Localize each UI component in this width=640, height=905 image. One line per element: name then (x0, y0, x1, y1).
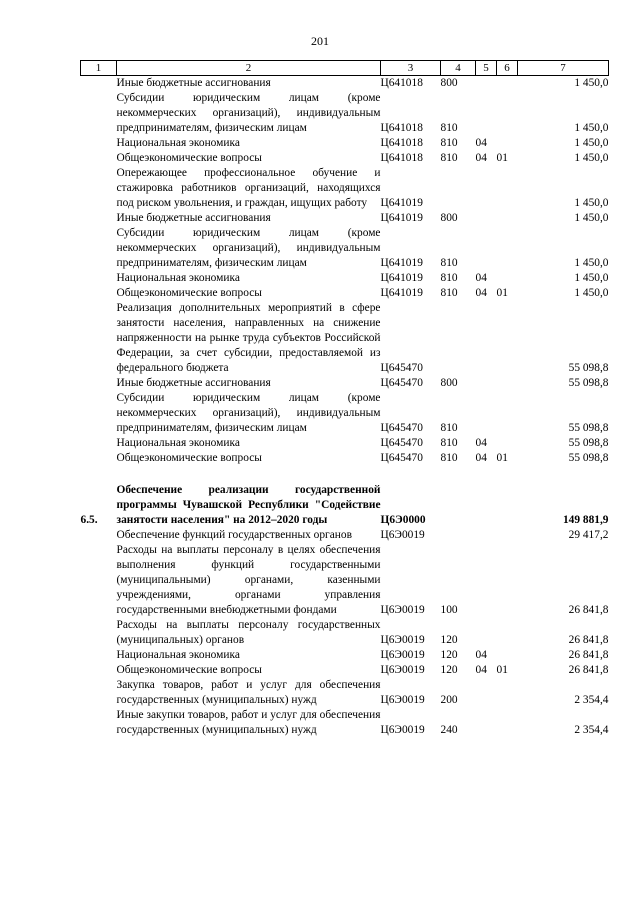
section (476, 543, 497, 618)
row-number (81, 391, 117, 436)
table-row (81, 391, 609, 436)
target-code: Ц641018 (380, 122, 423, 134)
subsection (497, 226, 518, 271)
section: 04 (475, 649, 487, 661)
subsection (497, 91, 518, 136)
row-name: Общеэкономические вопросы (116, 152, 262, 164)
target-code: Ц645470 (380, 452, 423, 464)
target-code: Ц6Э0019 (380, 694, 425, 706)
row-number (81, 136, 117, 151)
expense-type: 240 (440, 724, 458, 736)
row-name: Обеспечение функций государственных органов (116, 529, 352, 541)
expense-type: 810 (440, 137, 458, 149)
subsection (497, 136, 518, 151)
amount: 2 354,4 (574, 724, 609, 736)
table-body (81, 76, 609, 739)
amount: 55 098,8 (568, 437, 609, 449)
target-code: Ц6Э0019 (380, 604, 425, 616)
amount: 1 450,0 (574, 257, 609, 269)
target-code: Ц641018 (380, 152, 423, 164)
section (476, 376, 497, 391)
row-name: Общеэкономические вопросы (116, 664, 262, 676)
row-number (81, 451, 117, 466)
row-name: Расходы на выплаты персоналу в целях обеспечения выполнения функций государственными (муниципальными) органами, казенными учреждениями, органами управления государственными внебюджетными фондами (116, 544, 381, 616)
subsection (497, 618, 518, 648)
subsection (497, 648, 518, 663)
expense-type: 810 (440, 257, 458, 269)
table-header (81, 61, 609, 76)
subsection (497, 271, 518, 286)
subsection (497, 528, 518, 543)
section (476, 708, 497, 738)
section: 04 (475, 272, 487, 284)
amount: 26 841,8 (568, 649, 609, 661)
target-code: Ц641018 (380, 77, 423, 89)
row-number (81, 76, 117, 92)
table-row (81, 91, 609, 136)
section: 04 (475, 137, 487, 149)
amount: 1 450,0 (574, 212, 609, 224)
section (476, 391, 497, 436)
row-name: Иные бюджетные ассигнования (116, 377, 271, 389)
expense-type: 200 (440, 694, 458, 706)
subsection: 01 (496, 287, 508, 299)
amount: 55 098,8 (568, 422, 609, 434)
row-name: Общеэкономические вопросы (116, 452, 262, 464)
subsection: 01 (496, 152, 508, 164)
row-name: Закупка товаров, работ и услуг для обеспечения государственных (муниципальных) нужд (116, 679, 381, 706)
row-name: Субсидии юридическим лицам (кроме некоммерческих организаций), индивидуальным предпринимателям, физическим лицам (116, 227, 381, 269)
target-code: Ц6Э0019 (380, 664, 425, 676)
column-header: 4 (441, 61, 476, 76)
amount: 2 354,4 (574, 694, 609, 706)
table-row (81, 528, 609, 543)
table-row (81, 211, 609, 226)
target-code: Ц641019 (380, 197, 423, 209)
subsection (497, 678, 518, 708)
column-number-row (81, 61, 609, 76)
row-number (81, 286, 117, 301)
target-code: Ц641019 (380, 272, 423, 284)
row-number (81, 528, 117, 543)
expense-type: 800 (440, 377, 458, 389)
spacer-cell (81, 466, 609, 483)
section (476, 528, 497, 543)
expense-type: 800 (440, 212, 458, 224)
row-name: Субсидии юридическим лицам (кроме некоммерческих организаций), индивидуальным предпринимателям, физическим лицам (116, 392, 381, 434)
row-name: Иные бюджетные ассигнования (116, 212, 271, 224)
amount: 55 098,8 (568, 452, 609, 464)
amount: 1 450,0 (574, 137, 609, 149)
budget-table (80, 60, 609, 738)
page-number: 201 (311, 34, 329, 48)
column-header: 2 (117, 61, 381, 76)
amount: 55 098,8 (568, 362, 609, 374)
table-row (81, 678, 609, 708)
row-number (81, 376, 117, 391)
target-code: Ц6Э0019 (380, 529, 425, 541)
row-number (81, 211, 117, 226)
target-code: Ц641018 (380, 137, 423, 149)
table-row (81, 286, 609, 301)
table-row (81, 136, 609, 151)
subsection (497, 76, 518, 92)
expense-type: 810 (440, 272, 458, 284)
expense-type: 810 (440, 422, 458, 434)
target-code: Ц6Э0019 (380, 724, 425, 736)
row-name: Расходы на выплаты персоналу государственных (муниципальных) органов (116, 619, 381, 646)
table-row (81, 451, 609, 466)
row-number (81, 151, 117, 166)
section: 04 (475, 452, 487, 464)
row-number (81, 91, 117, 136)
subsection (497, 211, 518, 226)
expense-type: 100 (440, 604, 458, 616)
expense-type: 810 (440, 287, 458, 299)
table-row (81, 483, 609, 528)
row-name: Субсидии юридическим лицам (кроме некоммерческих организаций), индивидуальным предпринимателям, физическим лицам (116, 92, 381, 134)
expense-type: 810 (440, 437, 458, 449)
column-header: 5 (476, 61, 497, 76)
row-name: Национальная экономика (116, 649, 240, 661)
target-code: Ц641019 (380, 257, 423, 269)
table-row (81, 151, 609, 166)
amount: 1 450,0 (574, 287, 609, 299)
target-code: Ц645470 (380, 377, 423, 389)
target-code: Ц641019 (380, 287, 423, 299)
subsection (497, 166, 518, 211)
amount: 1 450,0 (574, 77, 609, 89)
target-code: Ц645470 (380, 362, 423, 374)
row-name: Национальная экономика (116, 137, 240, 149)
subsection (497, 708, 518, 738)
amount: 55 098,8 (568, 377, 609, 389)
section: 04 (475, 152, 487, 164)
section (476, 76, 497, 92)
expense-type: 810 (440, 452, 458, 464)
section: 04 (475, 664, 487, 676)
expense-type (441, 166, 476, 211)
row-number (81, 226, 117, 271)
row-name: Иные закупки товаров, работ и услуг для обеспечения государственных (муниципальных) нужд (116, 709, 381, 736)
row-number (81, 648, 117, 663)
expense-type (441, 528, 476, 543)
row-name: Национальная экономика (116, 437, 240, 449)
subsection (497, 483, 518, 528)
expense-type: 120 (440, 649, 458, 661)
row-number (81, 708, 117, 738)
section (476, 618, 497, 648)
table-row (81, 76, 609, 92)
expense-type (441, 301, 476, 376)
expense-type: 120 (440, 634, 458, 646)
row-number (81, 166, 117, 211)
section: 04 (475, 437, 487, 449)
target-code: Ц645470 (380, 422, 423, 434)
section: 04 (475, 287, 487, 299)
table-row (81, 436, 609, 451)
subsection (497, 301, 518, 376)
table-row (81, 226, 609, 271)
column-header: 6 (497, 61, 518, 76)
expense-type: 810 (440, 122, 458, 134)
row-name: Общеэкономические вопросы (116, 287, 262, 299)
subsection (497, 543, 518, 618)
row-name: Обеспечение реализации государственной программы Чувашской Республики "Содействие занятости населения" на 2012–2020 годы (116, 484, 381, 526)
column-header: 3 (381, 61, 441, 76)
amount: 26 841,8 (568, 664, 609, 676)
row-number (81, 678, 117, 708)
amount: 26 841,8 (568, 634, 609, 646)
target-code: Ц641019 (380, 212, 423, 224)
row-number: 6.5. (80, 514, 98, 526)
amount: 149 881,9 (562, 514, 609, 526)
section (476, 166, 497, 211)
row-number (81, 271, 117, 286)
row-name: Опережающее профессиональное обучение и стажировка работников организаций, находящихся под риском увольнения, и граждан, ищущих работу (116, 167, 381, 209)
row-number (81, 301, 117, 376)
amount: 26 841,8 (568, 604, 609, 616)
table-row (81, 618, 609, 648)
table-row (81, 166, 609, 211)
target-code: Ц6Э0019 (380, 649, 425, 661)
row-number (81, 618, 117, 648)
table-row (81, 648, 609, 663)
section (476, 211, 497, 226)
row-number (81, 436, 117, 451)
subsection (497, 436, 518, 451)
section (476, 483, 497, 528)
target-code: Ц6Э0000 (380, 514, 426, 526)
expense-type: 810 (440, 152, 458, 164)
table-row (81, 663, 609, 678)
spacer-row (81, 466, 609, 483)
column-header: 1 (81, 61, 117, 76)
table-row (81, 376, 609, 391)
section (476, 678, 497, 708)
table-row (81, 543, 609, 618)
expense-type: 120 (440, 664, 458, 676)
expense-type: 800 (440, 77, 458, 89)
row-name: Иные бюджетные ассигнования (116, 77, 271, 89)
subsection (497, 376, 518, 391)
amount: 1 450,0 (574, 197, 609, 209)
subsection: 01 (496, 664, 508, 676)
target-code: Ц645470 (380, 437, 423, 449)
amount: 1 450,0 (574, 152, 609, 164)
table-row (81, 301, 609, 376)
section (476, 301, 497, 376)
table-row (81, 271, 609, 286)
row-name: Национальная экономика (116, 272, 240, 284)
target-code: Ц6Э0019 (380, 634, 425, 646)
expense-type (441, 483, 476, 528)
section (476, 226, 497, 271)
row-number (81, 663, 117, 678)
amount: 29 417,2 (568, 529, 609, 541)
row-name: Реализация дополнительных мероприятий в сфере занятости населения, направленных на снижение напряженности на рынке труда субъектов Российской Федерации, за счет субсидии, предоставляемой из федерального бюджета (116, 302, 381, 374)
subsection: 01 (496, 452, 508, 464)
table-row (81, 708, 609, 738)
amount: 1 450,0 (574, 272, 609, 284)
column-header: 7 (518, 61, 609, 76)
section (476, 91, 497, 136)
amount: 1 450,0 (574, 122, 609, 134)
subsection (497, 391, 518, 436)
row-number (81, 543, 117, 618)
